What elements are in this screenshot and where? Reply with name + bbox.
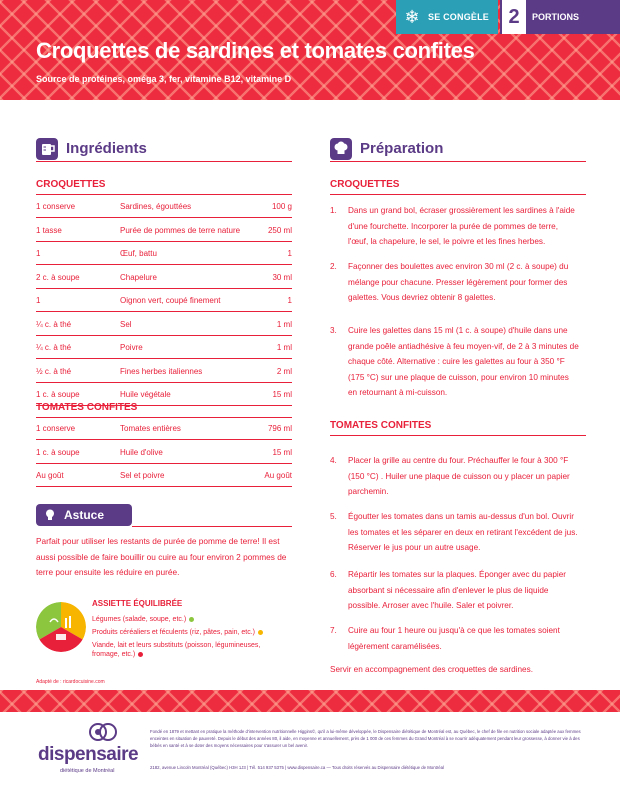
ingredient-row: [36, 418, 292, 440]
plate-item-label: Produits céréaliers et féculents (riz, pâtes, pain, etc.): [92, 629, 256, 636]
ingredient-quantity: 1 tasse: [36, 225, 62, 235]
recipe-title: Croquettes de sardines et tomates confites: [36, 38, 475, 63]
ingredient-metric: 15 ml: [272, 447, 292, 457]
astuce-label: Astuce: [64, 508, 105, 522]
ingredient-metric: 1 ml: [276, 319, 292, 329]
ingredient-metric: 2 ml: [276, 366, 292, 376]
plate-item-label: Viande, lait et leurs substituts (poisson, légumineuses, fromage, etc.): [92, 642, 261, 658]
ingredient-metric: 30 ml: [272, 272, 292, 282]
ingredient-row: [36, 361, 292, 383]
plate-item-proteins: [92, 641, 262, 659]
ingredient-name: Œuf, battu: [120, 249, 157, 258]
step-text: Placer la grille au centre du four. Préchauffer le four à 300 °F (150 °C) . Huiler une plaque de cuisson ou y placer un papier parchemin.: [348, 456, 570, 496]
ingredient-quantity: 1 c. à soupe: [36, 390, 80, 399]
step-text: Égoutter les tomates dans un tamis au-dessus d'un bol. Ouvrir les tomates et les séparer en deux en retirant l'excédent de jus. Réserver le jus pour un autre usage.: [348, 512, 578, 552]
red-dot-icon: [138, 652, 143, 657]
freeze-label: SE CONGÈLE: [428, 12, 490, 22]
ingredient-name: Poivre: [120, 343, 143, 352]
ingredient-metric: 15 ml: [272, 390, 292, 399]
step-text: Façonner des boulettes avec environ 30 ml (2 c. à soupe) du mélange pour chacune. Presser légèrement pour former des galettes. Vous devriez obtenir 8 galettes.: [348, 262, 569, 302]
green-dot-icon: [189, 617, 194, 622]
ingredients-heading: [36, 136, 292, 162]
divider: [36, 194, 292, 195]
preparation-tomates-heading: TOMATES CONFITES: [330, 420, 432, 431]
ingredient-metric: 100 g: [271, 202, 292, 211]
ingredient-quantity: ¼ c. à thé: [36, 319, 72, 329]
ingredient-metric: Au goût: [264, 471, 292, 480]
portions-badge: [500, 0, 620, 34]
step-7: [330, 623, 580, 655]
measuring-cup-icon: [36, 138, 58, 160]
step-number: 5.: [330, 512, 337, 521]
assiette-title: ASSIETTE ÉQUILIBRÉE: [92, 599, 183, 608]
footer-band: [0, 690, 620, 712]
ingredient-quantity: 1 conserve: [36, 202, 76, 211]
yellow-dot-icon: [258, 630, 263, 635]
logo-wordmark: dispensaire: [38, 744, 139, 765]
ingredient-row: [36, 314, 292, 336]
ingredient-row: [36, 267, 292, 289]
step-number: 6.: [330, 570, 337, 579]
source-credit: Adapté de : ricardocuisine.com: [36, 679, 105, 685]
astuce-text: Parfait pour utiliser les restants de purée de pomme de terre! Il est aussi possible de faire bouillir ou cuire au four environ 2 pommes de terre pour ensuite les réduire en purée.: [36, 536, 287, 577]
ingredient-row: [36, 243, 292, 265]
ingredients-title: Ingrédients: [66, 140, 147, 157]
recipe-subtitle: Source de protéines, oméga 3, fer, vitamine B12, vitamine D: [36, 74, 292, 84]
dispensaire-logo-icon: [88, 722, 118, 742]
step-number: 3.: [330, 326, 337, 335]
ingredient-name: Chapelure: [120, 272, 157, 282]
ingredient-quantity: ½ c. à thé: [36, 366, 72, 376]
step-text: Dans un grand bol, écraser grossièrement les sardines à l'aide d'une fourchette. Incorporer la purée de pommes de terre, l'œuf, la chapelure, le sel, le poivre et les fines herbes.: [348, 206, 575, 246]
ingredient-quantity: 1 c. à soupe: [36, 447, 80, 457]
portions-count: 2: [502, 0, 526, 34]
divider: [330, 194, 586, 195]
ingredient-name: Oignon vert, coupé finement: [120, 296, 221, 305]
step-text: Cuire les galettes dans 15 ml (1 c. à soupe) d'huile dans une grande poêle antiadhésive à feu moyen-vif, de 2 à 3 minutes de chaque côté. Alternative : cuire les galettes au four à 350 °F (175 °C) sur une plaque de cuisson, pour environ 10 minutes en retournant à mi-cuisson.: [348, 326, 579, 397]
ingredient-row: [36, 290, 292, 312]
footer-contact: 2182, avenue Lincoln Montréal (Québec) H3H 1J3 | Tél. 514 937 5375 | www.dispensaire.ca — Tous droits réservés au Dispensaire diététique de Montréal: [150, 765, 444, 770]
ingredient-quantity: 1 conserve: [36, 424, 76, 433]
ingredient-row: [36, 337, 292, 359]
ingredient-name: Huile d'olive: [120, 447, 163, 457]
plate-item-label: Légumes (salade, soupe, etc.): [92, 616, 187, 623]
step-6: [330, 567, 580, 615]
step-text: Répartir les tomates sur la plaques. Éponger avec du papier absorbant si nécessaire afin d'enlever le plus de liquide possible. Arroser avec l'huile. Saler et poivrer.: [348, 570, 567, 610]
ingredient-name: Fines herbes italiennes: [120, 366, 203, 376]
snowflake-icon: ❄: [404, 7, 420, 27]
ingredient-row: [36, 442, 292, 464]
ingredient-metric: 250 ml: [267, 225, 292, 235]
ingredient-name: Sel et poivre: [120, 471, 165, 480]
preparation-title: Préparation: [360, 140, 444, 157]
ingredient-name: Huile végétale: [120, 390, 171, 399]
divider: [132, 526, 292, 527]
step-number: 4.: [330, 456, 337, 465]
ingredient-row: [36, 465, 292, 487]
ingredient-name: Purée de pommes de terre nature: [120, 225, 241, 235]
ingredient-metric: 1: [287, 296, 292, 305]
preparation-heading: [330, 136, 586, 162]
step-5: [330, 509, 580, 557]
divider: [330, 435, 586, 436]
step-number: 1.: [330, 206, 337, 215]
step-text: Cuire au four 1 heure ou jusqu'à ce que les tomates soient légèrement caramélisées.: [348, 626, 560, 651]
ingredients-croquettes-heading: CROQUETTES: [36, 179, 106, 190]
ingredient-quantity: 1: [36, 296, 41, 305]
step-number: 2.: [330, 262, 337, 271]
ingredient-row: [36, 220, 292, 242]
ingredient-quantity: 1: [36, 249, 41, 258]
step-1: [330, 203, 580, 251]
ingredient-metric: 796 ml: [267, 424, 292, 433]
ingredient-name: Tomates entières: [120, 424, 181, 433]
step-4: [330, 453, 580, 501]
lightbulb-icon: [42, 507, 58, 523]
ingredient-row: [36, 196, 292, 218]
astuce-heading: [36, 504, 132, 526]
step-number: 7.: [330, 626, 337, 635]
balanced-plate-icon: [36, 602, 86, 652]
ingredient-metric: 1 ml: [276, 343, 292, 352]
ingredient-quantity: ¼ c. à thé: [36, 343, 72, 352]
freeze-badge: [396, 0, 498, 34]
ingredients-tomates-heading: TOMATES CONFITES: [36, 402, 138, 413]
ingredient-quantity: Au goût: [36, 471, 64, 480]
preparation-croquettes-heading: CROQUETTES: [330, 179, 400, 190]
footer-about: Fondé en 1879 et mettant en pratique la méthode d'intervention nutritionnelle Higgins©, qu'il a lui-même développée, le Dispensaire diététique de Montréal est, au Québec, le chef de file en nutrition sociale adaptée aux femmes enceintes en situation de pauvreté. Depuis le début des années 80, il aide, en moyenne et annuellement, près de 1 000 de ces femmes du Grand Montréal à se nourrir adéquatement pendant leur grossesse, à donner vie à des bébés en santé et à se doter des moyens nécessaires pour s'assurer un bel avenir.: [150, 729, 581, 748]
plate-item-starches: [92, 628, 292, 637]
portions-label: PORTIONS: [532, 12, 580, 22]
ingredient-quantity: 2 c. à soupe: [36, 272, 80, 282]
logo-tagline: diététique de Montréal: [60, 768, 115, 774]
chef-hat-icon: [330, 138, 352, 160]
ingredient-name: Sel: [120, 319, 132, 329]
plate-item-vegetables: [92, 615, 292, 624]
ingredient-metric: 1: [287, 249, 292, 258]
step-3: [330, 323, 580, 403]
step-2: [330, 259, 580, 307]
ingredient-name: Sardines, égouttées: [120, 202, 192, 211]
serving-note: Servir en accompagnement des croquettes de sardines.: [330, 665, 533, 674]
